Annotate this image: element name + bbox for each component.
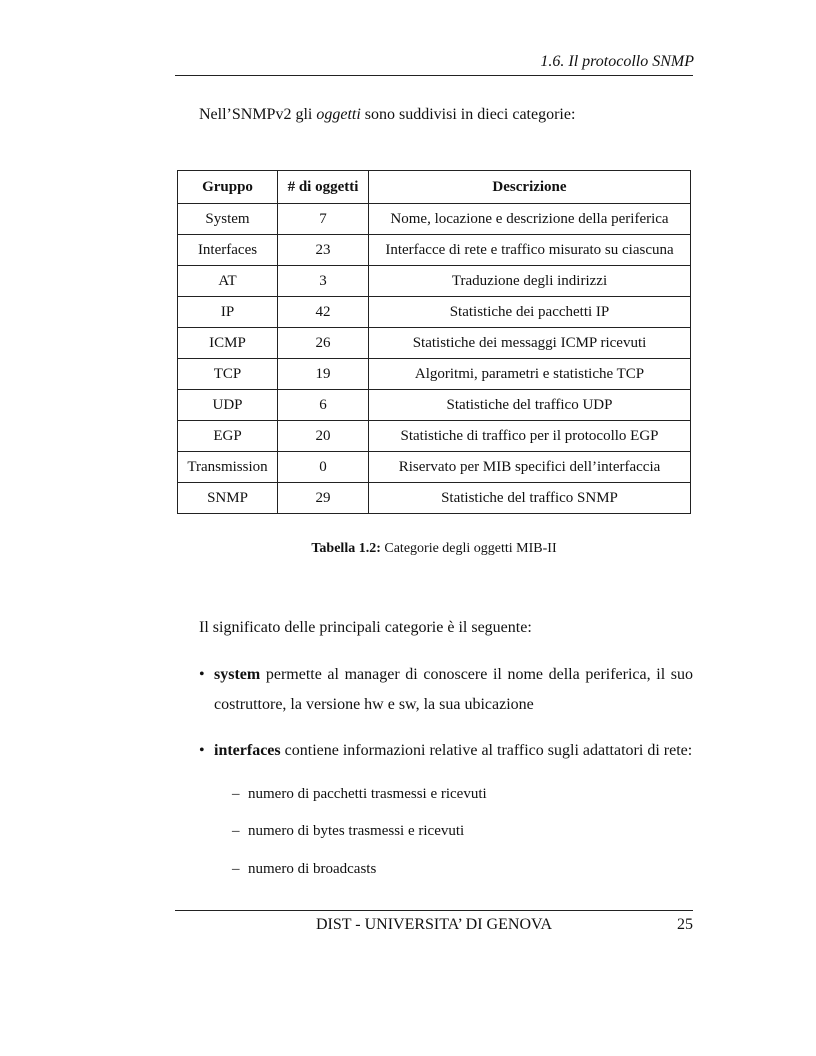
categories-table [177,170,691,514]
footer-institution: DIST - UNIVERSITA’ DI GENOVA [316,916,553,933]
cell-gruppo: AT [178,266,278,297]
cell-count: 3 [278,266,369,297]
bullet-icon: • [199,666,205,683]
cell-count: 7 [278,204,369,235]
table-row [178,452,691,483]
table-row [178,266,691,297]
sub-item-text: numero di pacchetti trasmessi e ricevuti [248,786,487,802]
bullet-icon: • [199,742,205,759]
table-row [178,204,691,235]
table-caption [0,541,816,557]
footer-rule [175,910,693,911]
cell-descrizione: Statistiche del traffico UDP [369,390,691,421]
cell-gruppo: Transmission [178,452,278,483]
table-row [178,235,691,266]
sub-item-text: numero di bytes trasmessi e ricevuti [248,823,465,839]
cell-gruppo: Interfaces [178,235,278,266]
cell-gruppo: SNMP [178,483,278,514]
intro-emphasis: oggetti [316,106,361,123]
cell-descrizione: Interfacce di rete e traffico misurato su ciascuna [369,235,691,266]
cell-count: 19 [278,359,369,390]
cell-gruppo: TCP [178,359,278,390]
cell-descrizione: Nome, locazione e descrizione della periferica [369,204,691,235]
cell-descrizione: Riservato per MIB specifici dell’interfaccia [369,452,691,483]
caption-text: Categorie degli oggetti MIB-II [380,541,557,556]
column-header-count: # di oggetti [278,171,369,204]
caption-label: Tabella 1.2: [311,541,381,556]
sub-item [232,861,376,878]
cell-descrizione: Statistiche dei pacchetti IP [369,297,691,328]
sub-item [232,823,464,840]
intro-text-after: sono suddivisi in dieci categorie: [360,106,576,123]
cell-descrizione: Algoritmi, parametri e statistiche TCP [369,359,691,390]
header-rule [175,75,693,76]
cell-descrizione: Traduzione degli indirizzi [369,266,691,297]
cell-gruppo: EGP [178,421,278,452]
cell-gruppo: IP [178,297,278,328]
cell-gruppo: ICMP [178,328,278,359]
table-row [178,483,691,514]
table-row [178,421,691,452]
bullet-term: interfaces [214,742,281,759]
bullet-text: permette al manager di conoscere il nome della periferica, il suo costruttore, la versione hw e sw, la sua ubicazione [214,666,693,713]
column-header-gruppo: Gruppo [178,171,278,204]
cell-gruppo: System [178,204,278,235]
cell-descrizione: Statistiche di traffico per il protocollo EGP [369,421,691,452]
bullet-item-system [199,660,693,720]
running-header: 1.6. Il protocollo SNMP [540,53,694,70]
sub-item-text: numero di broadcasts [248,861,377,877]
cell-count: 42 [278,297,369,328]
body-paragraph: Il significato delle principali categorie è il seguente: [199,619,532,636]
table-header-row [178,171,691,204]
sub-item [232,786,487,803]
cell-count: 6 [278,390,369,421]
cell-descrizione: Statistiche dei messaggi ICMP ricevuti [369,328,691,359]
dash-icon: – [232,823,240,839]
cell-count: 20 [278,421,369,452]
cell-count: 23 [278,235,369,266]
page-number: 25 [677,916,693,933]
cell-descrizione: Statistiche del traffico SNMP [369,483,691,514]
cell-count: 26 [278,328,369,359]
dash-icon: – [232,861,240,877]
table-row [178,390,691,421]
intro-sentence [199,106,575,124]
table-row [178,297,691,328]
bullet-item-interfaces [199,736,693,766]
table-row [178,328,691,359]
dash-icon: – [232,786,240,802]
column-header-descrizione: Descrizione [369,171,691,204]
bullet-text: contiene informazioni relative al traffico sugli adattatori di rete: [280,742,693,759]
intro-text-before: Nell’SNMPv2 gli [199,106,317,123]
bullet-term: system [214,666,261,683]
cell-count: 29 [278,483,369,514]
table-row [178,359,691,390]
cell-count: 0 [278,452,369,483]
cell-gruppo: UDP [178,390,278,421]
